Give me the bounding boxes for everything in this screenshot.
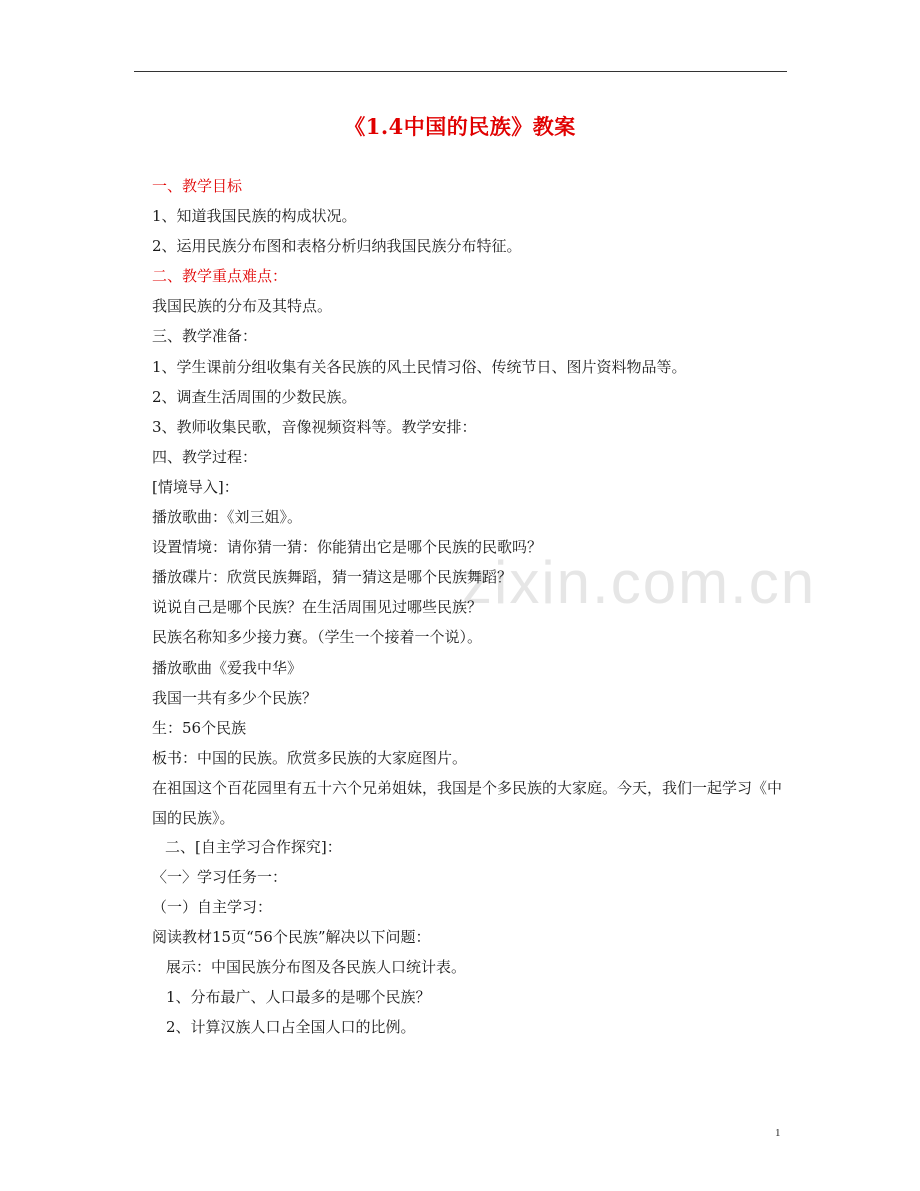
document-body: [152, 176, 792, 1048]
paragraph: 3、教师收集民歌，音像视频资料等。教学安排：: [152, 417, 477, 436]
section-heading-goals: 一、教学目标: [152, 177, 243, 195]
paragraph: 播放歌曲：《刘三姐》。: [152, 508, 303, 527]
paragraph: 生：56个民族: [152, 718, 247, 737]
paragraph: 民族名称知多少接力赛。（学生一个接着一个说）。: [152, 628, 483, 647]
paragraph: 在祖国这个百花园里有五十六个兄弟姐妹，我国是个多民族的大家庭。今天，我们一起学习《中国的民族》。: [152, 778, 783, 827]
paragraph: 〈一〉学习任务一：: [152, 867, 288, 886]
page-number: 1: [775, 1127, 781, 1139]
section-heading-preparation: 三、教学准备：: [152, 327, 258, 346]
paragraph: 播放歌曲《爱我中华》: [152, 658, 303, 677]
paragraph: 2、运用民族分布图和表格分析归纳我国民族分布特征。: [152, 237, 522, 256]
paragraph: 我国一共有多少个民族？: [152, 688, 318, 707]
paragraph: 1、分布最广、人口最多的是哪个民族？: [166, 988, 431, 1007]
paragraph: 1、学生课前分组收集有关各民族的风土民情习俗、传统节日、图片资料物品等。: [152, 357, 687, 376]
paragraph: 设置情境：请你猜一猜：你能猜出它是哪个民族的民歌吗？: [152, 538, 543, 557]
paragraph: 2、调查生活周围的少数民族。: [152, 387, 357, 406]
header-rule: [134, 71, 787, 72]
paragraph: 播放碟片：欣赏民族舞蹈，猜一猜这是哪个民族舞蹈？: [152, 568, 513, 587]
paragraph: 1、知道我国民族的构成状况。: [152, 207, 357, 226]
paragraph: （一）自主学习：: [152, 898, 273, 917]
paragraph: 我国民族的分布及其特点。: [152, 297, 333, 316]
paragraph: 说说自己是哪个民族？在生活周围见过哪些民族？: [152, 598, 483, 617]
paragraph: [情境导入]：: [152, 477, 239, 496]
watermark: zixin.com.cn: [462, 549, 817, 616]
paragraph: 展示：中国民族分布图及各民族人口统计表。: [166, 958, 467, 977]
paragraph: 2、计算汉族人口占全国人口的比例。: [166, 1018, 416, 1037]
section-heading-self-study: 二、[自主学习合作探究]：: [165, 837, 342, 856]
document-title: 《1.4中国的民族》教案: [344, 114, 576, 139]
section-heading-key-points: 二、教学重点难点：: [152, 267, 288, 286]
paragraph: 阅读教材15页“56个民族”解决以下问题：: [152, 928, 431, 947]
section-heading-process: 四、教学过程：: [152, 447, 258, 466]
paragraph: 板书：中国的民族。欣赏多民族的大家庭图片。: [152, 748, 468, 767]
